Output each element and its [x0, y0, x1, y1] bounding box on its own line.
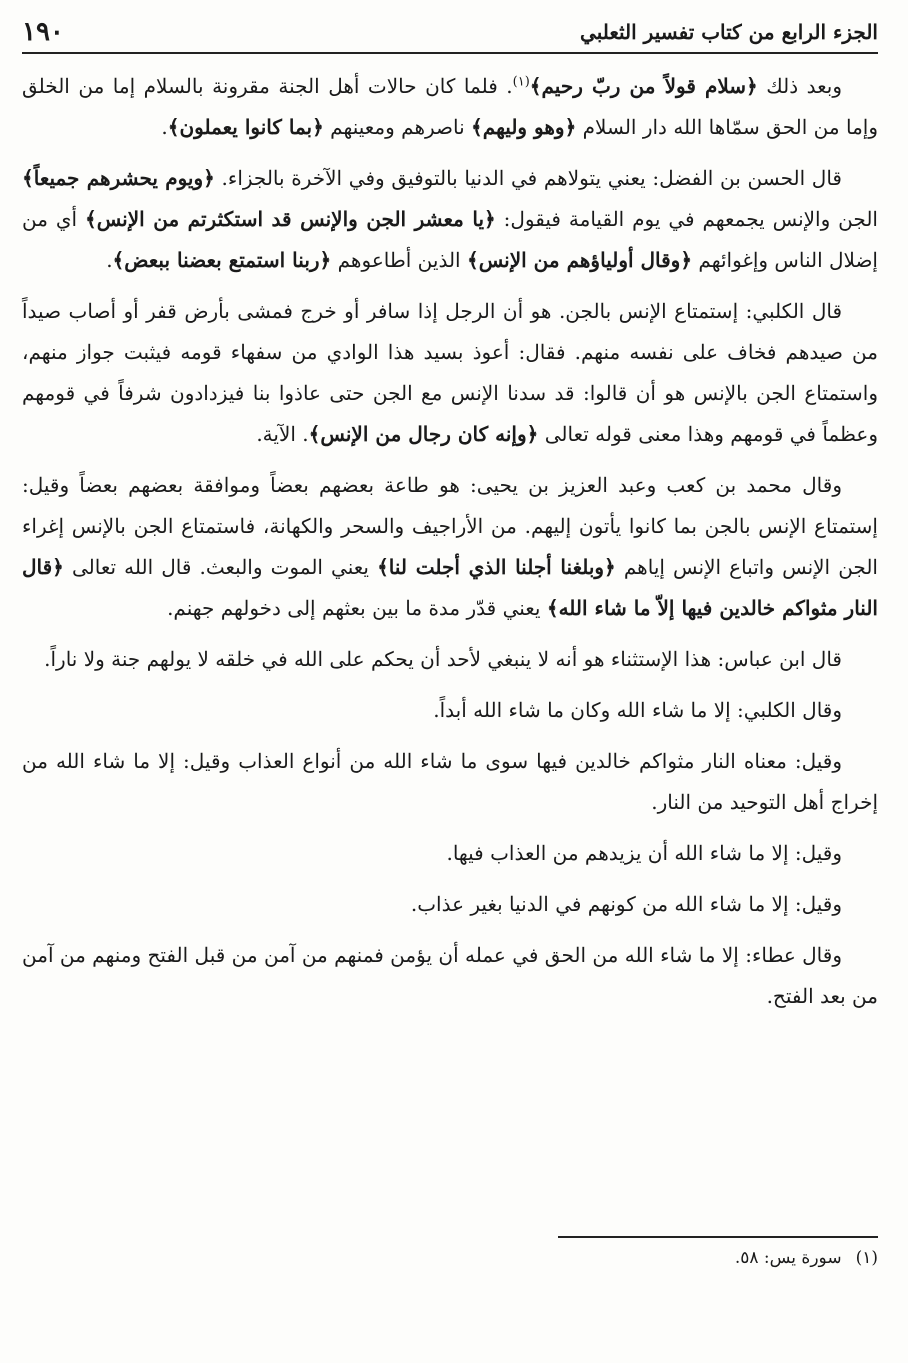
paragraph-text: وقال الكلبي: إلا ما شاء الله وكان ما شاء الله أبداً.: [433, 698, 842, 722]
quran-quote: ﴿بما كانوا يعملون﴾: [167, 115, 324, 139]
paragraph: [22, 741, 878, 823]
paragraph-text: قال الحسن بن الفضل: يعني يتولاهم في الدنيا بالتوفيق وفي الآخرة بالجزاء.: [214, 166, 842, 190]
page-body: [22, 66, 878, 1027]
paragraph: [22, 158, 878, 281]
paragraph: [22, 291, 878, 455]
running-title: الجزء الرابع من كتاب تفسير الثعلبي: [580, 20, 878, 44]
footnote: [721, 1248, 878, 1268]
paragraph-text: وبعد ذلك: [757, 74, 843, 98]
quran-quote: ﴿وهو وليهم﴾: [471, 115, 577, 139]
paragraph-text: قال الكلبي: إستمتاع الإنس بالجن. هو أن الرجل إذا سافر أو خرج فمشى بأرض قفر أو أصاب صيداً من صيدهم فخاف على نفسه منهم. فقال: أعوذ بسيد هذا الوادي من سفهاء قومه فيثبت جواز منهم، واستمتاع الجن بالإنس هو أن قالوا: قد سدنا الإنس مع الجن حتى عاذوا بنا فيزدادون شرفاً في قومهم وعظماً في قومهم وهذا معنى قوله تعالى: [22, 299, 878, 446]
paragraph: [22, 639, 878, 680]
footnote-ref: (١): [512, 74, 530, 90]
quran-quote: ﴿وإنه كان رجال من الإنس﴾: [308, 422, 539, 446]
quran-quote: ﴿وقال أولياؤهم من الإنس﴾: [466, 248, 693, 272]
paragraph-text: .: [106, 248, 113, 272]
quran-quote: ﴿ربنا استمتع بعضنا ببعض﴾: [112, 248, 332, 272]
quran-quote: ﴿وبلغنا أجلنا الذي أجلت لنا﴾: [377, 555, 616, 579]
paragraph-text: الذين أطاعوهم: [331, 248, 467, 272]
paragraph-text: وقيل: إلا ما شاء الله من كونهم في الدنيا بغير عذاب.: [410, 892, 842, 916]
quran-quote: ﴿قال النار مثواكم خالدين فيها إلاّ ما شاء الله﴾: [22, 555, 878, 620]
quran-quote: ﴿سلام قولاً من ربّ رحيم﴾: [529, 74, 758, 98]
paragraph-text: .: [161, 115, 168, 139]
page-header: [22, 14, 878, 50]
quran-quote: ﴿يا معشر الجن والإنس قد استكثرتم من الإنس﴾: [84, 207, 496, 231]
paragraph-text: وقيل: معناه النار مثواكم خالدين فيها سوى ما شاء الله من أنواع العذاب وقيل: إلا ما شاء الله من إخراج أهل التوحيد من النار.: [22, 749, 878, 814]
paragraph-text: . الآية.: [256, 422, 309, 446]
paragraph-text: قال ابن عباس: هذا الإستثناء هو أنه لا ينبغي لأحد أن يحكم على الله في خلقه لا يولهم جنة ولا ناراً.: [44, 647, 842, 671]
footnote-marker: (١): [855, 1248, 878, 1268]
paragraph-text: الجن والإنس يجمعهم في يوم القيامة فيقول:: [495, 207, 878, 231]
paragraph: [22, 465, 878, 629]
paragraph-text: وقيل: إلا ما شاء الله أن يزيدهم من العذاب فيها.: [446, 841, 842, 865]
page-number: ١٩٠: [22, 17, 64, 47]
paragraph-text: يعني الموت والبعث. قال الله تعالى: [63, 555, 378, 579]
header-rule: [22, 52, 878, 54]
paragraph-text: وقال محمد بن كعب وعبد العزيز بن يحيى: هو طاعة بعضهم بعضاً وموافقة بعضهم بعضاً وقيل: إستمتاع الإنس بالجن بما كانوا يأتون إليهم. من الأراجيف والسحر والكهانة، فاستمتاع الجن بالإنس إغراء الجن الإنس واتباع الإنس إياهم: [22, 473, 878, 579]
paragraph-text: أي من إضلال الناس وإغوائهم: [22, 207, 878, 272]
paragraph: [22, 833, 878, 874]
paragraph: [22, 66, 878, 148]
paragraph: [22, 935, 878, 1017]
footnote-text: سورة يس: ٥٨.: [734, 1248, 842, 1268]
paragraph: [22, 690, 878, 731]
paragraph-text: ناصرهم ومعينهم: [323, 115, 472, 139]
footnote-rule: [558, 1236, 878, 1238]
paragraph-text: وقال عطاء: إلا ما شاء الله من الحق في عمله أن يؤمن فمنهم من آمن من قبل الفتح ومنهم من آمن من بعد الفتح.: [22, 943, 878, 1008]
paragraph: [22, 884, 878, 925]
quran-quote: ﴿ويوم يحشرهم جميعاً﴾: [22, 166, 215, 190]
paragraph-text: . فلما كان حالات أهل الجنة مقرونة بالسلام إما من الخلق وإما من الحق سمّاها الله دار السلام: [22, 74, 878, 139]
paragraph-text: يعني قدّر مدة ما بين بعثهم إلى دخولهم جهنم.: [167, 596, 547, 620]
